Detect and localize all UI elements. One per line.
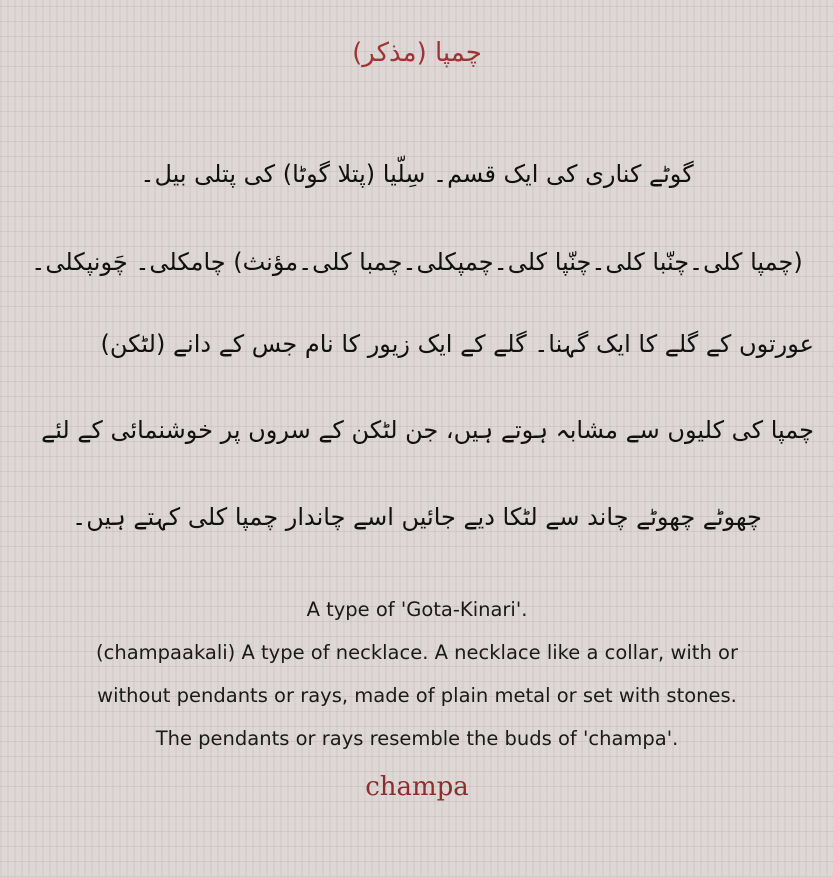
english-definition-line-1: A type of 'Gota-Kinari'. <box>306 598 528 621</box>
urdu-definition-line-3: عورتوں کے گلے کا ایک گہنا۔ گلے کے ایک زیور کا نام جس کے دانے (لٹکن) <box>100 330 814 358</box>
english-definition-line-4: The pendants or rays resemble the buds of 'champa'. <box>155 727 679 750</box>
urdu-definition-line-1: گوٹے کناری کی ایک قسم۔ سِلّیا (پتلا گوٹا) کی پتلی بیل۔ <box>140 160 694 188</box>
english-definition-line-3: without pendants or rays, made of plain metal or set with stones. <box>97 684 737 707</box>
urdu-definition-line-2: (چمپا کلی۔چنّبا کلی۔چنّپا کلی۔چمپکلی۔چمبا کلی۔مؤنث) چامکلی۔ چَونپکلی۔ <box>31 248 803 276</box>
urdu-definition-line-4: چمپا کی کلیوں سے مشابہ ہوتے ہیں، جن لٹکن کے سروں پر خوشنمائی کے لئے <box>41 416 814 444</box>
english-definition-line-2: (champaakali) A type of necklace. A necklace like a collar, with or <box>96 641 738 664</box>
urdu-definition-line-5: چھوٹے چھوٹے چاند سے لٹکا دیے جائیں اسے چاندار چمپا کلی کہتے ہیں۔ <box>72 503 762 531</box>
roman-headword: champa <box>365 772 469 802</box>
urdu-headword-title: چمپا (مذکر) <box>352 38 482 68</box>
